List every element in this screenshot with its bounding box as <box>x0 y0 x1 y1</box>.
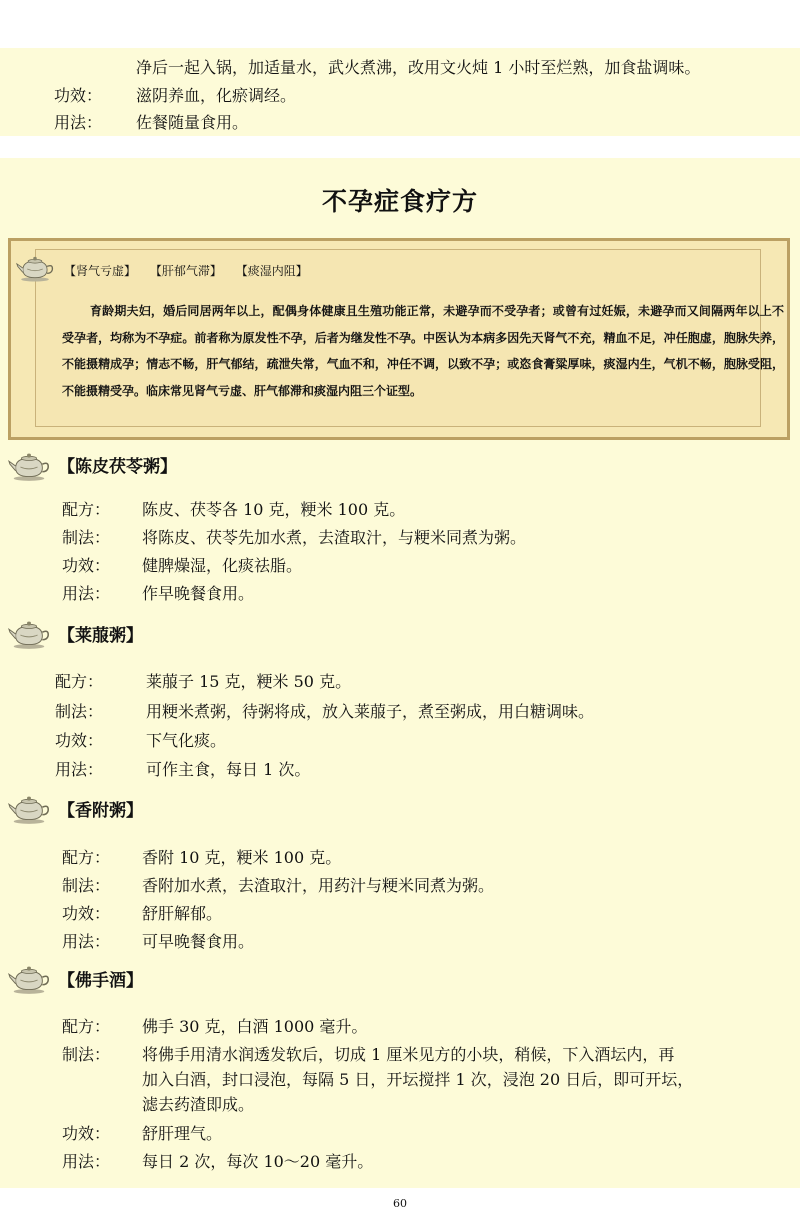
formula-label: 配方： <box>62 1017 111 1036</box>
continuation-method-text: 净后一起入锅，加适量水，武火煮沸，改用文火炖 1 小时至烂熟，加食盐调味。 <box>136 58 701 77</box>
method-label: 制法： <box>62 1045 111 1064</box>
teapot-icon <box>8 795 50 825</box>
teapot-icon <box>16 255 54 283</box>
effect-text: 舒肝解郁。 <box>142 904 223 923</box>
method-text-line: 将佛手用清水润透发软后，切成 1 厘米见方的小块，稍候，下入酒坛内，再 <box>142 1045 675 1064</box>
method-text-line: 加入白酒，封口浸泡，每隔 5 日，开坛搅拌 1 次，浸泡 20 日后，即可开坛， <box>142 1070 694 1089</box>
effect-label: 功效： <box>54 86 103 105</box>
syndrome-tags <box>64 262 318 280</box>
teapot-icon <box>8 965 50 995</box>
tag-kidney-qi-deficiency: 【肾气亏虚】 <box>64 264 137 278</box>
teapot-icon <box>8 452 50 482</box>
effect-label: 功效： <box>62 556 111 575</box>
formula-text: 陈皮、茯苓各 10 克，粳米 100 克。 <box>142 500 406 519</box>
effect-text: 健脾燥湿，化痰祛脂。 <box>142 556 303 575</box>
formula-text: 佛手 30 克，白酒 1000 毫升。 <box>142 1017 368 1036</box>
formula-label: 配方： <box>55 672 104 691</box>
effect-text: 舒肝理气。 <box>142 1124 223 1143</box>
recipe-title: 【香附粥】 <box>58 801 143 821</box>
usage-text: 佐餐随量食用。 <box>136 113 249 132</box>
effect-text: 下气化痰。 <box>146 731 227 750</box>
usage-text: 可作主食，每日 1 次。 <box>146 760 311 779</box>
recipe-title: 【莱菔粥】 <box>58 626 143 646</box>
usage-text: 作早晚餐食用。 <box>142 584 255 603</box>
formula-text: 香附 10 克，粳米 100 克。 <box>142 848 342 867</box>
effect-label: 功效： <box>55 731 104 750</box>
usage-text: 可早晚餐食用。 <box>142 932 255 951</box>
method-label: 制法： <box>62 876 111 895</box>
method-text: 用粳米煮粥，待粥将成，放入莱菔子，煮至粥成，用白糖调味。 <box>146 702 595 721</box>
usage-text: 每日 2 次，每次 10～20 毫升。 <box>142 1152 374 1171</box>
method-text: 香附加水煮，去渣取汁，用药汁与粳米同煮为粥。 <box>142 876 495 895</box>
usage-label: 用法： <box>55 760 104 779</box>
method-label: 制法： <box>62 528 111 547</box>
usage-label: 用法： <box>62 584 111 603</box>
recipe-title: 【佛手酒】 <box>58 971 143 991</box>
method-text: 将陈皮、茯苓先加水煮，去渣取汁，与粳米同煮为粥。 <box>142 528 527 547</box>
usage-label: 用法： <box>54 113 103 132</box>
effect-label: 功效： <box>62 1124 111 1143</box>
intro-paragraph: 育龄期夫妇，婚后同居两年以上，配偶身体健康且生殖功能正常，未避孕而不受孕者；或曾有过妊娠，未避孕而又间隔两年以上不受孕者，均称为不孕症。前者称为原发性不孕，后者为继发性不孕。中医认为本病多因先天肾气不充，精血不足，冲任胞虚，胞脉失养，不能摄精成孕；情志不畅，肝气郁结，疏泄失常，气血不和，冲任不调，以致不孕；或恣食膏粱厚味，痰湿内生，气机不畅，胞脉受阻，不能摄精受孕。临床常见肾气亏虚、肝气郁滞和痰湿内阻三个证型。 <box>62 304 784 398</box>
tag-liver-qi-stagnation: 【肝郁气滞】 <box>149 264 222 278</box>
method-text-line: 滤去药渣即成。 <box>142 1095 255 1114</box>
page-number: 60 <box>393 1197 407 1210</box>
teapot-icon <box>8 620 50 650</box>
formula-text: 莱菔子 15 克，粳米 50 克。 <box>146 672 352 691</box>
recipe-title: 【陈皮茯苓粥】 <box>58 457 177 477</box>
formula-label: 配方： <box>62 500 111 519</box>
usage-label: 用法： <box>62 932 111 951</box>
usage-label: 用法： <box>62 1152 111 1171</box>
effect-label: 功效： <box>62 904 111 923</box>
formula-label: 配方： <box>62 848 111 867</box>
section-title: 不孕症食疗方 <box>321 187 478 216</box>
tag-phlegm-damp: 【痰湿内阻】 <box>235 264 308 278</box>
method-label: 制法： <box>55 702 104 721</box>
effect-text: 滋阴养血，化瘀调经。 <box>136 86 297 105</box>
